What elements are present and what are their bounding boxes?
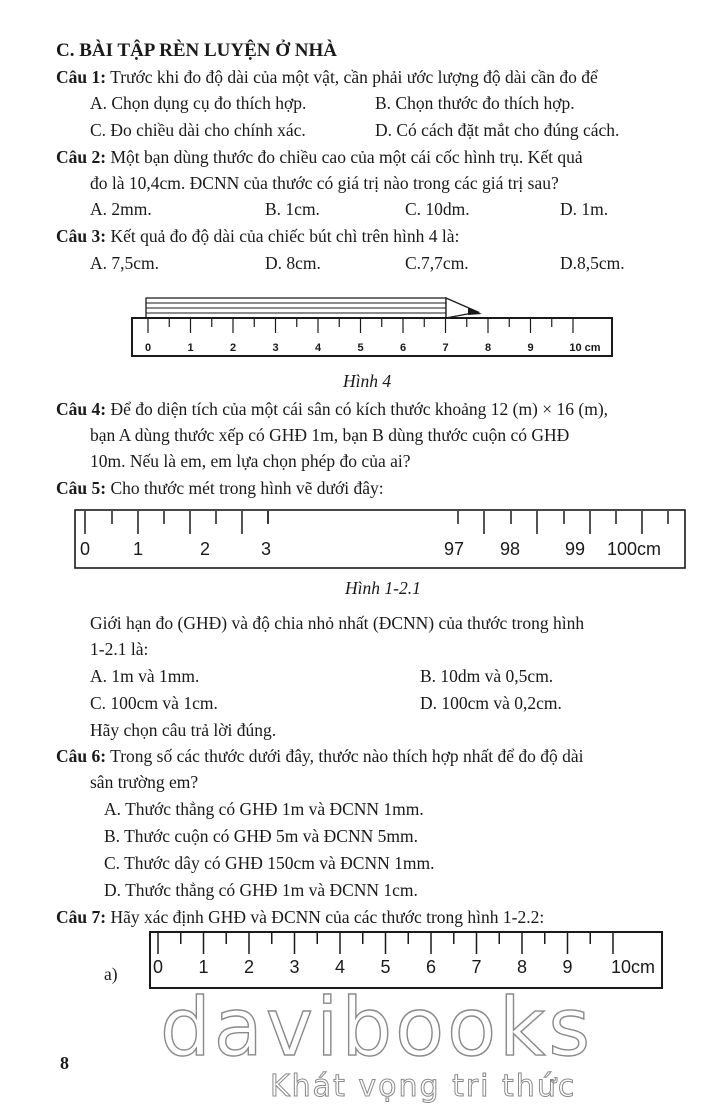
question-label: Câu 6:	[56, 746, 107, 766]
question-text: Trong số các thước dưới đây, thước nào thích hợp nhất để đo độ dài	[110, 746, 584, 766]
question-text: Kết quả đo độ dài của chiếc bút chì trên hình 4 là:	[110, 226, 460, 246]
ruler-tick-label: 5	[380, 957, 391, 977]
question-6	[56, 745, 584, 767]
question-text-cont: đo là 10,4cm. ĐCNN của thước có giá trị nào trong các giá trị sau?	[90, 173, 559, 193]
q3-option-c: C.7,7cm.	[405, 253, 469, 273]
figure-4-pencil-ruler	[128, 290, 618, 368]
ruler-ticks	[85, 511, 668, 534]
question-7	[56, 906, 544, 928]
question-text: Giới hạn đo (GHĐ) và độ chia nhỏ nhất (ĐCNN) của thước trong hình	[90, 613, 585, 633]
ruler-tick-label: 97	[443, 539, 465, 559]
pencil	[146, 298, 482, 330]
figure-1-2-1-meter-ruler	[70, 506, 690, 572]
ruler-tick-label: 1	[132, 539, 144, 559]
ruler-ticks	[148, 319, 573, 333]
ruler-tick-label: 10cm	[610, 957, 656, 977]
q5-option-c: C. 100cm và 1cm.	[90, 693, 218, 713]
q3-option-b: D. 8cm.	[265, 253, 321, 273]
q2-option-a: A. 2mm.	[90, 199, 152, 219]
q1-option-c: C. Đo chiều dài cho chính xác.	[90, 120, 306, 140]
question-label: Câu 5:	[56, 478, 107, 498]
ruler-tick-label: 9	[562, 957, 573, 977]
ruler-tick-label: 2	[199, 539, 211, 559]
q1-option-d: D. Có cách đặt mắt cho đúng cách.	[375, 120, 620, 140]
figure-1-2-1-caption: Hình 1-2.1	[345, 578, 421, 598]
ruler-tick-label: 98	[499, 539, 521, 559]
q1-option-a: A. Chọn dụng cụ đo thích hợp.	[90, 93, 307, 113]
question-3	[56, 225, 459, 247]
ruler-tick-label: 3	[289, 957, 300, 977]
question-text: Hãy xác định GHĐ và ĐCNN của các thước trong hình 1-2.2:	[110, 907, 545, 927]
ruler-tick-label: 100cm	[606, 539, 662, 559]
ruler-body	[132, 318, 612, 356]
ruler-tick-label: 5	[357, 342, 364, 354]
question-5	[56, 477, 384, 499]
q3-option-d: D.8,5cm.	[560, 253, 625, 273]
question-text: Một bạn dùng thước đo chiều cao của một cái cốc hình trụ. Kết quả	[110, 147, 583, 167]
ruler-tick-label: 1	[198, 957, 209, 977]
page-number: 8	[60, 1053, 69, 1073]
ruler-body	[75, 510, 685, 568]
ruler-tick-label: 4	[314, 342, 322, 354]
question-text-cont: 10m. Nếu là em, em lựa chọn phép đo của ai?	[90, 451, 411, 471]
ruler-tick-label: 3	[260, 539, 272, 559]
question-2	[56, 146, 583, 168]
ruler-tick-label: 0	[144, 342, 152, 354]
ruler-tick-label: 2	[229, 342, 237, 354]
ruler-tick-label: 7	[442, 342, 449, 354]
ruler-ticks	[158, 933, 613, 954]
ruler-labels	[145, 342, 601, 354]
question-label: Câu 2:	[56, 147, 107, 167]
ruler-tick-label: 3	[272, 342, 279, 354]
question-text-cont: bạn A dùng thước xếp có GHĐ 1m, bạn B dùng thước cuộn có GHĐ	[90, 425, 570, 445]
ruler-labels	[153, 957, 655, 977]
question-4	[56, 398, 608, 420]
ruler-labels	[80, 539, 661, 559]
q6-option-c: C. Thước dây có GHĐ 150cm và ĐCNN 1mm.	[104, 853, 435, 873]
question-text-cont: 1-2.1 là:	[90, 639, 149, 659]
q1-option-b: B. Chọn thước đo thích hợp.	[375, 93, 575, 113]
ruler-tick-label: 6	[425, 957, 437, 977]
figure-4-caption: Hình 4	[343, 371, 392, 391]
q7-part-a-label: a)	[104, 964, 118, 984]
ruler-tick-label: 7	[471, 957, 482, 977]
question-text: Để đo diện tích của một cái sân có kích thước khoảng 12 (m) × 16 (m),	[110, 399, 609, 419]
q2-option-b: B. 1cm.	[265, 199, 320, 219]
q3-option-a: A. 7,5cm.	[90, 253, 160, 273]
q5-option-b: B. 10dm và 0,5cm.	[420, 666, 554, 686]
ruler-tick-label: 8	[484, 342, 492, 354]
question-1	[56, 66, 598, 88]
q5-option-d: D. 100cm và 0,2cm.	[420, 693, 562, 713]
ruler-tick-label: 9	[527, 342, 534, 354]
ruler-tick-label: 10 cm	[569, 342, 601, 354]
ruler-tick-label: 6	[399, 342, 407, 354]
ruler-tick-label: 8	[516, 957, 528, 977]
question-label: Câu 4:	[56, 399, 107, 419]
q6-option-a: A. Thước thẳng có GHĐ 1m và ĐCNN 1mm.	[104, 799, 424, 819]
ruler-tick-label: 4	[334, 957, 346, 977]
ruler-tick-label: 2	[243, 957, 255, 977]
ruler-tick-label: 0	[152, 957, 164, 977]
ruler-tick-label: 99	[564, 539, 586, 559]
question-label: Câu 1:	[56, 67, 107, 87]
section-title: C. BÀI TẬP RÈN LUYỆN Ở NHÀ	[56, 40, 337, 61]
question-text: Trước khi đo độ dài của một vật, cần phải ước lượng độ dài cần đo để	[110, 67, 598, 87]
q5-option-a: A. 1m và 1mm.	[90, 666, 200, 686]
q5-instruction: Hãy chọn câu trả lời đúng.	[90, 720, 277, 740]
ruler-tick-label: 1	[187, 342, 194, 354]
question-label: Câu 3:	[56, 226, 107, 246]
question-text-cont: sân trường em?	[90, 772, 199, 792]
q2-option-d: D. 1m.	[560, 199, 609, 219]
q6-option-b: B. Thước cuộn có GHĐ 5m và ĐCNN 5mm.	[104, 826, 418, 846]
question-label: Câu 7:	[56, 907, 107, 927]
ruler-tick-label: 0	[79, 539, 91, 559]
question-text: Cho thước mét trong hình vẽ dưới đây:	[110, 478, 384, 498]
q2-option-c: C. 10dm.	[405, 199, 470, 219]
watermark-slogan: Khát vọng tri thức	[270, 1069, 577, 1104]
watermark-brand: davibooks	[160, 981, 594, 1074]
q6-option-d: D. Thước thẳng có GHĐ 1m và ĐCNN 1cm.	[104, 880, 418, 900]
